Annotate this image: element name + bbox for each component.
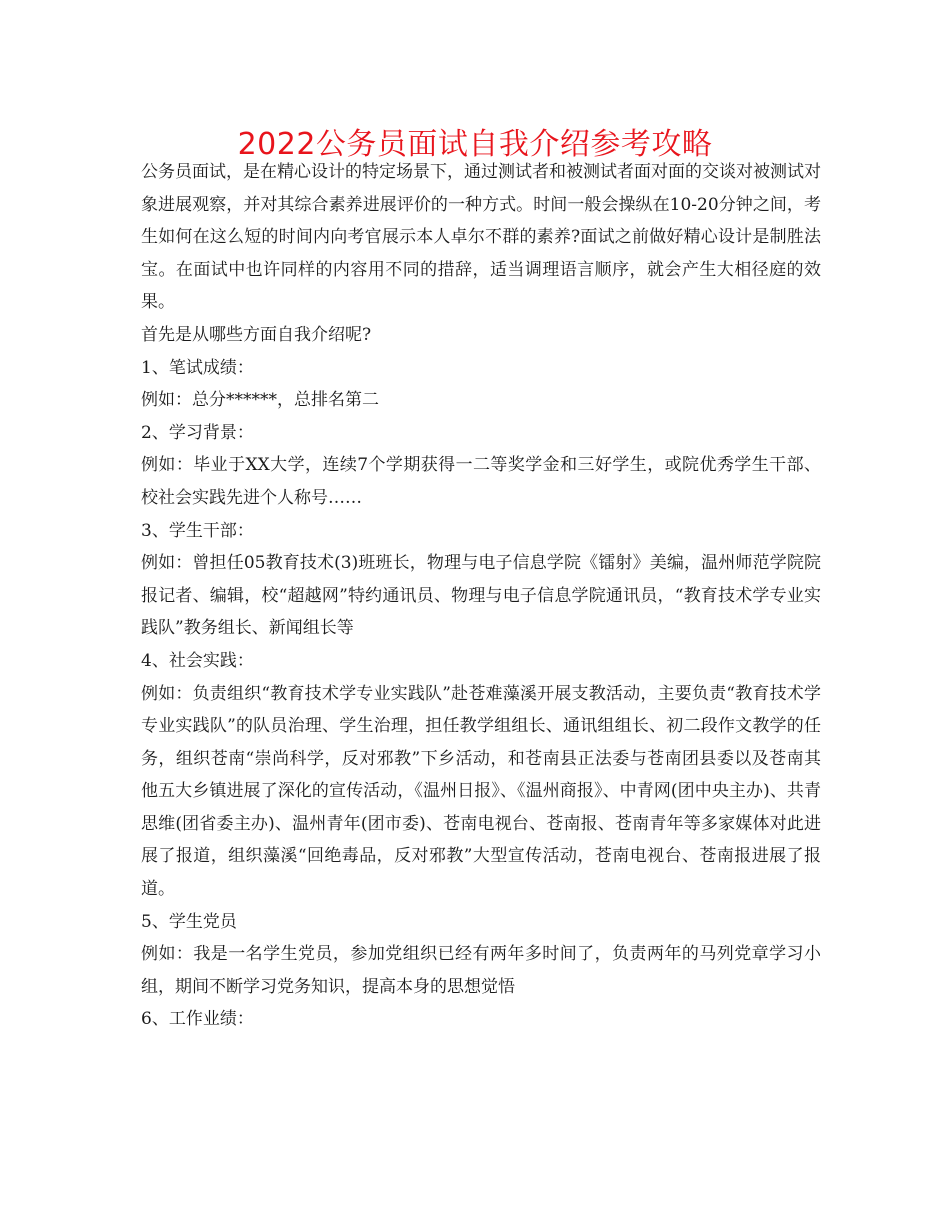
section-heading-education: 2、学习背景： [141, 422, 254, 443]
intro-paragraph: 公务员面试，是在精心设计的特定场景下，通过测试者和被测试者面对面的交谈对被测试对象进展观察，并对其综合素养进展评价的一种方式。时间一般会操纵在10-20分钟之间，考生如何在这么短的时间内向考官展示本人卓尔不群的素养?面试之前做好精心设计是制胜法宝。在面试中也许同样的内容用不同的措辞，适当调理语言顺序，就会产生大相径庭的效果。 [141, 162, 821, 313]
example-student-cadre: 例如：曾担任05教育技术(3)班班长，物理与电子信息学院《镭射》美编，温州师范学院院报记者、编辑，校“超越网”特约通讯员、物理与电子信息学院通讯员，“教育技术学专业实践队”教务组长、新闻组长等 [141, 553, 821, 639]
example-social-practice: 例如：负责组织“教育技术学专业实践队”赴苍难藻溪开展支教活动，主要负责“教育技术学专业实践队”的队员治理、学生治理，担任教学组组长、通讯组组长、初二段作文教学的任务，组织苍南“崇尚科学，反对邪教”下乡活动，和苍南县正法委与苍南团县委以及苍南其他五大乡镇进展了深化的宣传活动，《温州日报》、《温州商报》、中青网(团中央主办)、共青思维(团省委主办)、温州青年(团市委)、苍南电视台、苍南报、苍南青年等多家媒体对此进展了报道，组织藻溪“回绝毒品，反对邪教”大型宣传活动，苍南电视台、苍南报进展了报道。 [141, 683, 821, 900]
section-heading-social-practice: 4、社会实践： [141, 650, 254, 671]
section-heading-work-performance: 6、工作业绩： [141, 1009, 254, 1030]
example-education: 例如：毕业于XX大学，连续7个学期获得一二等奖学金和三好学生，或院优秀学生干部、校社会实践先进个人称号…… [141, 455, 821, 508]
document-title: 2022公务员面试自我介绍参考攻略 [237, 127, 713, 162]
question-line: 首先是从哪些方面自我介绍呢? [141, 324, 372, 345]
section-heading-student-cadre: 3、学生干部： [141, 520, 254, 541]
section-heading-party-member: 5、学生党员 [141, 911, 237, 932]
example-party-member: 例如：我是一名学生党员，参加党组织已经有两年多时间了，负责两年的马列党章学习小组，期间不断学习党务知识，提高本身的思想觉悟 [141, 944, 821, 997]
document-body [141, 156, 821, 1036]
section-heading-written-exam: 1、笔试成绩： [141, 357, 254, 378]
example-written-exam: 例如：总分******，总排名第二 [141, 390, 379, 411]
